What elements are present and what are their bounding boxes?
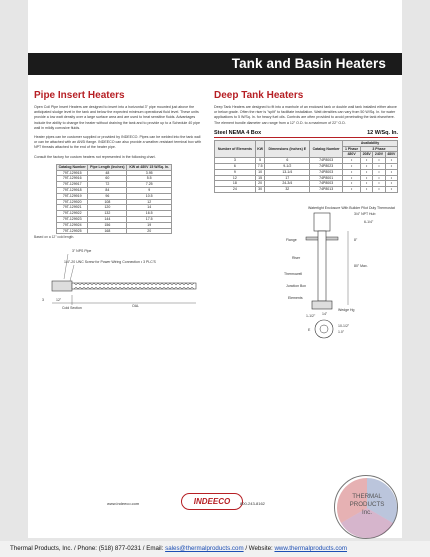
column-header: 480V [385,152,397,158]
seal-line-2: PRODUCTS [349,501,385,508]
table-cell: 79T-129916 [57,176,88,182]
diagram-label-pipe: 3" NPS Pipe [72,249,92,254]
contact-prefix: Thermal Products, Inc. / Phone: (518) 877-0231 / Email: [10,545,166,552]
table-row [215,187,398,193]
table-cell: • [343,175,361,181]
table-cell: • [373,175,385,181]
diagram-label-d4: 1-1/2" [306,313,316,318]
column-header: Pipe Length (Inches) [88,164,127,170]
table-cell: 132 [88,211,127,217]
table-cell: 48 [88,170,127,176]
column-header: 208V [361,152,373,158]
diagram-label-d3: 80" Max. [354,263,368,268]
table-row [57,228,172,234]
table-cell: • [343,187,361,193]
table-cell: • [385,164,397,170]
table-cell: • [361,175,373,181]
table-cell: • [385,169,397,175]
pipe-insert-section [34,90,204,320]
diagram-label-d8: 10-1/2" [338,323,350,328]
table-cell: • [373,181,385,187]
section-title-deep-tank: Deep Tank Heaters [214,90,304,101]
table-cell: 18 [215,181,256,187]
table-cell: 7.5 [255,164,265,170]
table-cell: 20 [127,228,172,234]
table-cell: 74P8023 [310,164,343,170]
phase-header: 1 Phase [343,146,361,152]
website-link[interactable]: www.thermalproducts.com [274,545,348,552]
table-cell: 72 [88,182,127,188]
diagram-label-d6: Wedge Hg [338,307,355,312]
section-title-pipe-insert: Pipe Insert Heaters [34,90,125,101]
table-cell: 9-1/2 [265,164,310,170]
table-cell: • [343,158,361,164]
table-cell: • [373,169,385,175]
seal-line-1: THERMAL [352,493,382,500]
diagram-label-d1: 6-1/4" [364,219,374,224]
logo-text: INDEECO [193,497,231,506]
contact-middle: / Website: [243,545,275,552]
table-cell: • [385,175,397,181]
table-cell: 12 [127,199,172,205]
table-cell: • [361,181,373,187]
table-cell: 79T-129919 [57,193,88,199]
diagram-label-d7: E [308,327,311,332]
table-cell: 17 [265,175,310,181]
enclosure-label: Steel NEMA 4 Box [214,129,262,136]
seal-line-3: Inc. [362,509,372,516]
availability-header: Availability [343,140,398,146]
table-cell: 168 [88,228,127,234]
table-cell: 3 [215,158,256,164]
table-note: Based on a 12" cold length. [34,235,75,240]
title-band [28,53,402,75]
footer-phone: 800-243-8162 [240,501,265,506]
diagram-label-cold-length: 12" [56,298,62,303]
footer-url[interactable]: www.indeeco.com [107,501,140,506]
table-cell: 15 [255,175,265,181]
diagram-label-d2: 8" [354,237,358,242]
table-cell: 74P8013 [310,187,343,193]
deep-tank-section [214,90,398,346]
table-cell: 16.5 [127,211,172,217]
contact-bar [0,541,430,557]
table-cell: 24 [215,187,256,193]
table-cell: • [361,187,373,193]
column-header: 480V [343,152,361,158]
column-header: Catalog Number [310,140,343,157]
table-cell: 84 [88,188,127,194]
indeeco-logo [181,493,243,510]
table-cell: 10 [255,169,265,175]
diagram-label-flange: Flange [286,237,297,242]
diagram-label-d5: 14" [322,311,328,316]
table-cell: • [373,158,385,164]
diagram-label-riser: Riser [292,255,301,260]
table-cell: 3.95 [127,170,172,176]
table-cell: 74P8003 [310,181,343,187]
table-cell: 20 [255,181,265,187]
table-cell: • [343,169,361,175]
table-cell: 79T-129924 [57,222,88,228]
table-cell: 5 [255,158,265,164]
pipe-heater-diagram [34,245,202,315]
column-header: KW [255,140,265,157]
table-cell: 79T-129918 [57,188,88,194]
diagram-label-enclosure: Watertight Enclosure With Builder Pilot Duty Thermostat [308,205,395,210]
diagram-label-thermowell: Thermowell [284,271,303,276]
table-cell: • [343,181,361,187]
diagram-label-dim: 3 [42,298,44,303]
table-cell: 5.5 [127,176,172,182]
table-cell: 74P8003 [310,158,343,164]
table-cell: 79T-129917 [57,182,88,188]
deep-tank-diagram [214,201,398,341]
column-header: Catalog Number [57,164,88,170]
page-title: Tank and Basin Heaters [231,56,386,71]
table-cell: 144 [88,217,127,223]
column-header: Dimensions (Inches) E [265,140,310,157]
diagram-label-oal: OAL [132,304,140,309]
table-cell: 7.25 [127,182,172,188]
table-cell: 108 [88,199,127,205]
table-cell: 12 [215,175,256,181]
paragraph: Deep Tank Heaters are designed to fit into a manhole of an enclosed tank or double wall tank installed either above or below grade. Often the riser is "split" to facilitate installation. Watt densities can vary from 50 W/Sq. In. for water applications to 5 W/Sq. In. for heavy fuel oils. Controls are often provided to avoid penetrating the tank elsewhere. The element bundle diameter can range from a 12" O.D. to a maximum of 22" O.D. [214,105,397,125]
table-cell: 120 [88,205,127,211]
table-cell: 79T-129922 [57,211,88,217]
pipe-heater-table [56,164,172,235]
table-cell: 9 [215,169,256,175]
watt-density-label: 12 W/Sq. In. [367,129,398,136]
diagram-label-cold: Cold Section [62,306,82,311]
table-cell: 96 [88,193,127,199]
column-header: Number of Elements [215,140,256,157]
table-cell: 79T-129920 [57,199,88,205]
thermal-products-seal [334,475,398,539]
table-cell: • [385,158,397,164]
table-cell: 32 [265,187,310,193]
table-cell: 79T-129923 [57,217,88,223]
column-header: KW at 480V 15 W/Sq. In. [127,164,172,170]
table-cell: • [373,187,385,193]
table-cell: 74P8001 [310,175,343,181]
table-cell: 156 [88,222,127,228]
catalog-page [28,0,402,538]
table-cell: • [361,164,373,170]
diagram-label-d9: 1.0" [338,329,345,334]
table-subheader [214,130,398,138]
table-cell: 10.5 [127,193,172,199]
table-cell: 17.5 [127,217,172,223]
table-cell: 13-1/4 [265,169,310,175]
table-cell: 79T-129921 [57,205,88,211]
paragraph: Consult the factory for custom heaters not represented in the following chart. [34,154,156,159]
diagram-label-npt: 3/4" NPT Hub [354,211,376,216]
table-cell: • [385,187,397,193]
deep-tank-table [214,140,398,193]
table-cell: • [361,169,373,175]
table-cell: 9 [127,188,172,194]
table-cell: 60 [88,176,127,182]
phase-header: 3 Phase [361,146,398,152]
diagram-label-junction: Junction Box [286,283,307,288]
table-cell: • [361,158,373,164]
table-cell: 14 [127,205,172,211]
table-cell: • [385,181,397,187]
table-cell: • [343,164,361,170]
table-cell: • [373,164,385,170]
table-cell: 6 [265,158,310,164]
table-cell: 79T-129915 [57,170,88,176]
table-cell: 6 [215,164,256,170]
email-link[interactable]: sales@thermalproducts.com [165,545,244,552]
table-cell: 19 [127,222,172,228]
diagram-label-elements: Elements [288,295,303,300]
table-cell: 74P8003 [310,169,343,175]
column-header: 240V [373,152,385,158]
table-cell: 24-3/4 [265,181,310,187]
paragraph: Open Coil Pipe Insert Heaters are designed to insert into a horizontal 3" pipe mounted just above the anticipated sludge level in the tank and below the expected minimum operational fluid level. These units provide a low watt density over a large surface area and are used to heat sensitive fluids. Advantages include the ability to change the heater without draining the tank and to provide up to a Schedule 40 pipe wall in mildly corrosive fluids. [34,105,201,130]
table-cell: 30 [255,187,265,193]
diagram-label-screw: 1/4"-20 UNC Screw for Power Wiring Connection • 3 PLC'S [64,260,156,265]
table-cell: 79T-129925 [57,228,88,234]
paragraph: Heater pipes can be customer supplied or provided by INDEECO. Pipes can be welded into the tank wall or can be attached with an ANSI flange. INDEECO can also provide a weather-resistant terminal box with NPT threads attached to the end of the heater pipe. [34,135,202,150]
